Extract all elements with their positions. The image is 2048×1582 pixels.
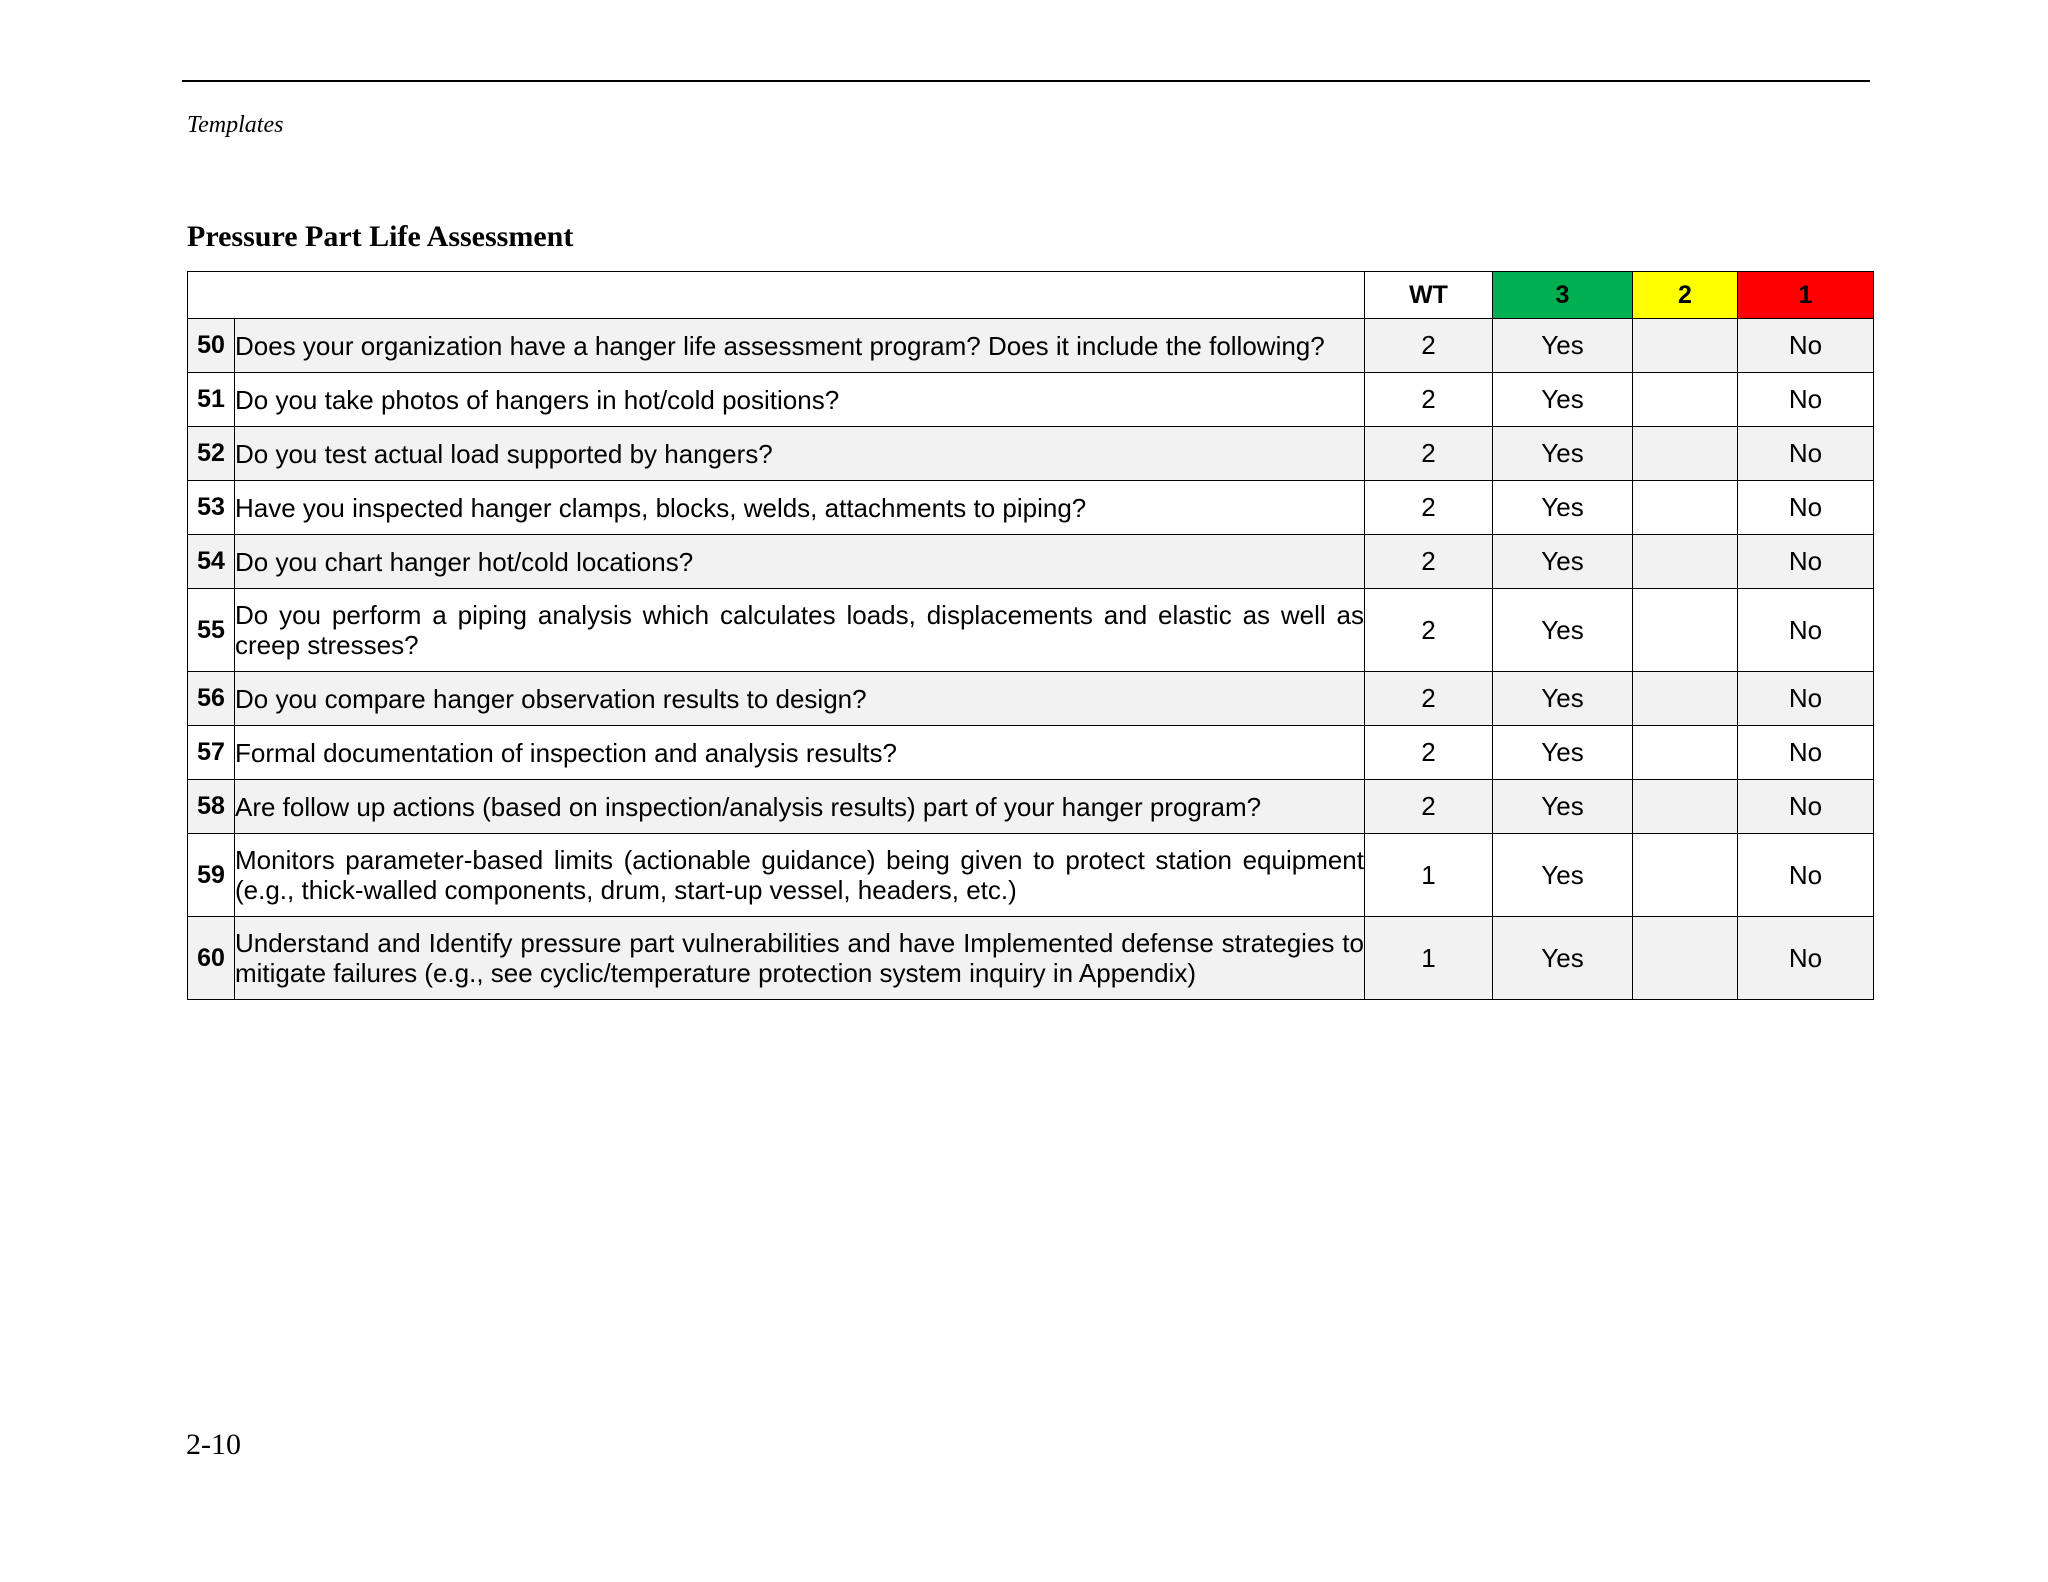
row-weight: 2 (1365, 672, 1493, 726)
row-score-2 (1633, 834, 1738, 917)
row-score-3: Yes (1493, 535, 1633, 589)
row-question: Do you chart hanger hot/cold locations? (235, 535, 1365, 589)
row-number: 55 (188, 589, 235, 672)
row-score-1: No (1738, 373, 1874, 427)
row-score-1: No (1738, 481, 1874, 535)
row-score-3: Yes (1493, 589, 1633, 672)
row-question: Monitors parameter-based limits (actionable guidance) being given to protect station equipment (e.g., thick-walled components, drum, start-up vessel, headers, etc.) (235, 834, 1365, 917)
row-question: Do you compare hanger observation results to design? (235, 672, 1365, 726)
row-weight: 2 (1365, 780, 1493, 834)
row-score-3: Yes (1493, 427, 1633, 481)
row-number: 53 (188, 481, 235, 535)
row-score-3: Yes (1493, 780, 1633, 834)
header-wt: WT (1365, 272, 1493, 319)
row-question: Does your organization have a hanger life assessment program? Does it include the following? (235, 319, 1365, 373)
row-question: Have you inspected hanger clamps, blocks, welds, attachments to piping? (235, 481, 1365, 535)
table-header-row (188, 272, 1874, 319)
row-number: 52 (188, 427, 235, 481)
assessment-table (187, 271, 1874, 1000)
row-score-3: Yes (1493, 319, 1633, 373)
row-score-2 (1633, 535, 1738, 589)
row-score-1: No (1738, 780, 1874, 834)
table-row (188, 535, 1874, 589)
row-score-1: No (1738, 427, 1874, 481)
row-score-2 (1633, 672, 1738, 726)
row-score-2 (1633, 917, 1738, 1000)
row-score-1: No (1738, 834, 1874, 917)
row-weight: 2 (1365, 319, 1493, 373)
row-weight: 1 (1365, 917, 1493, 1000)
row-score-2 (1633, 726, 1738, 780)
row-score-1: No (1738, 589, 1874, 672)
row-number: 51 (188, 373, 235, 427)
row-weight: 2 (1365, 726, 1493, 780)
header-blank-cell (188, 272, 1365, 319)
running-header: Templates (187, 112, 284, 138)
row-score-3: Yes (1493, 726, 1633, 780)
row-score-1: No (1738, 535, 1874, 589)
row-question: Do you take photos of hangers in hot/cold positions? (235, 373, 1365, 427)
row-weight: 1 (1365, 834, 1493, 917)
row-score-2 (1633, 780, 1738, 834)
row-number: 60 (188, 917, 235, 1000)
row-score-3: Yes (1493, 373, 1633, 427)
row-score-3: Yes (1493, 834, 1633, 917)
table-row (188, 780, 1874, 834)
row-weight: 2 (1365, 535, 1493, 589)
row-weight: 2 (1365, 427, 1493, 481)
row-weight: 2 (1365, 481, 1493, 535)
row-score-2 (1633, 589, 1738, 672)
row-score-1: No (1738, 726, 1874, 780)
row-score-3: Yes (1493, 917, 1633, 1000)
table-row (188, 373, 1874, 427)
table-row (188, 672, 1874, 726)
table-row (188, 726, 1874, 780)
row-score-1: No (1738, 319, 1874, 373)
table-row (188, 834, 1874, 917)
row-score-2 (1633, 427, 1738, 481)
row-number: 50 (188, 319, 235, 373)
row-question: Understand and Identify pressure part vulnerabilities and have Implemented defense strategies to mitigate failures (e.g., see cyclic/temperature protection system inquiry in Appendix) (235, 917, 1365, 1000)
row-number: 54 (188, 535, 235, 589)
header-score-3: 3 (1493, 272, 1633, 319)
table-row (188, 589, 1874, 672)
table-row (188, 481, 1874, 535)
row-score-3: Yes (1493, 672, 1633, 726)
row-question: Do you test actual load supported by hangers? (235, 427, 1365, 481)
row-weight: 2 (1365, 589, 1493, 672)
table-row (188, 319, 1874, 373)
row-weight: 2 (1365, 373, 1493, 427)
row-number: 56 (188, 672, 235, 726)
header-rule (182, 80, 1870, 82)
row-score-1: No (1738, 917, 1874, 1000)
row-question: Are follow up actions (based on inspection/analysis results) part of your hanger program? (235, 780, 1365, 834)
row-score-1: No (1738, 672, 1874, 726)
row-score-2 (1633, 319, 1738, 373)
section-title: Pressure Part Life Assessment (187, 220, 574, 253)
row-number: 59 (188, 834, 235, 917)
row-score-2 (1633, 373, 1738, 427)
table-row (188, 917, 1874, 1000)
header-score-2: 2 (1633, 272, 1738, 319)
table-row (188, 427, 1874, 481)
page-number: 2-10 (186, 1428, 241, 1461)
row-question: Do you perform a piping analysis which calculates loads, displacements and elastic as well as creep stresses? (235, 589, 1365, 672)
row-score-3: Yes (1493, 481, 1633, 535)
row-score-2 (1633, 481, 1738, 535)
header-score-1: 1 (1738, 272, 1874, 319)
row-number: 57 (188, 726, 235, 780)
row-question: Formal documentation of inspection and analysis results? (235, 726, 1365, 780)
row-number: 58 (188, 780, 235, 834)
